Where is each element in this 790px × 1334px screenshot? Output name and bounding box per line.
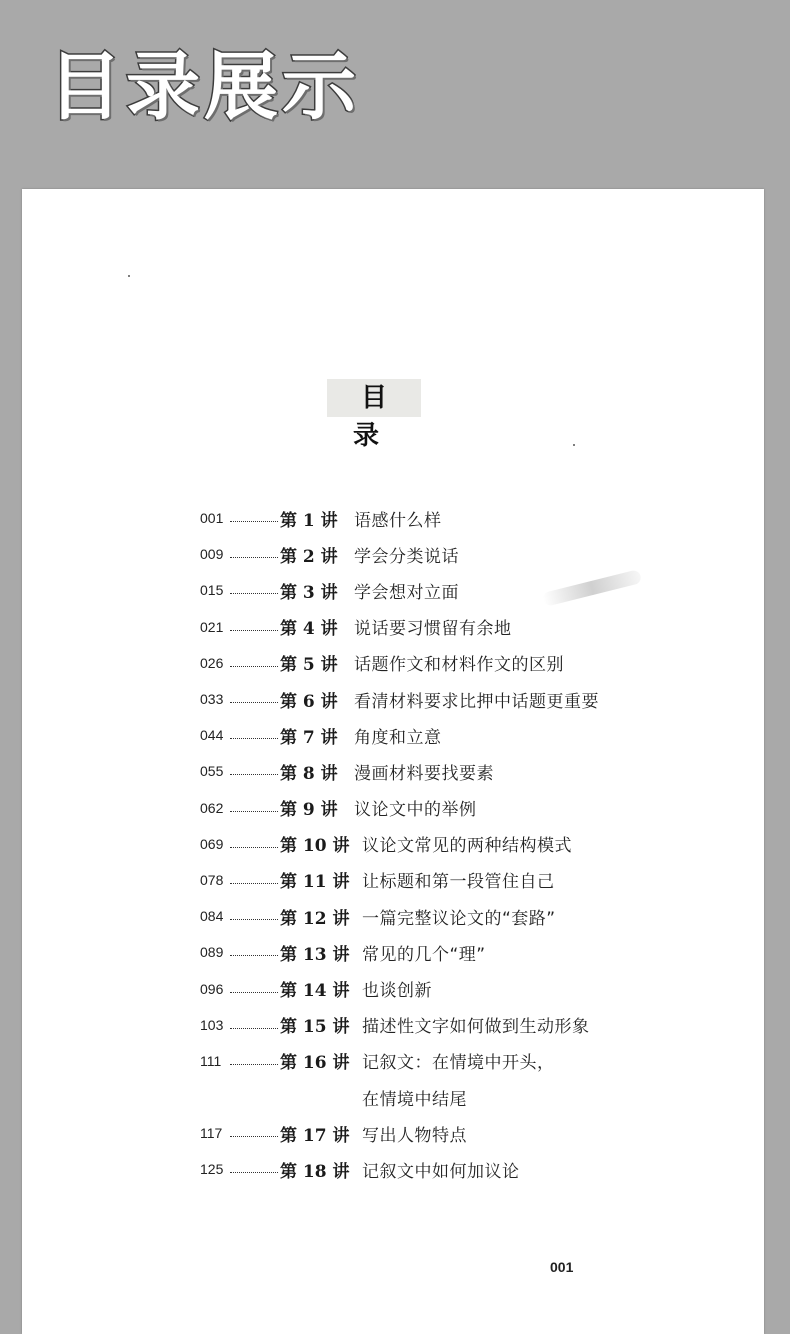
toc-page-number: 009	[200, 546, 224, 563]
toc-entry	[200, 500, 720, 536]
paper-speck	[128, 275, 130, 277]
toc-entry	[200, 790, 720, 826]
table-of-contents	[200, 500, 720, 1188]
toc-lecture-number: 第 17 讲	[280, 1125, 350, 1146]
toc-page-number: 078	[200, 871, 224, 888]
toc-page-number: 103	[200, 1016, 224, 1033]
page-title: 目 录	[327, 379, 421, 417]
toc-lecture-title: 话题作文和材料作文的区别	[354, 655, 564, 676]
toc-entry	[200, 1043, 720, 1079]
toc-lecture-title-continuation: 在情境中结尾	[362, 1089, 467, 1110]
dot-leader	[230, 1171, 278, 1173]
toc-lecture-title: 一篇完整议论文的“套路”	[362, 908, 556, 929]
toc-lecture-title: 记叙文中如何加议论	[362, 1161, 520, 1182]
dot-leader	[230, 1135, 278, 1137]
toc-lecture-number: 第 14 讲	[280, 981, 350, 1002]
toc-lecture-number: 第 16 讲	[280, 1053, 350, 1074]
toc-lecture-title: 常见的几个“理”	[362, 944, 486, 965]
toc-page-number: 015	[200, 582, 224, 599]
toc-entry	[200, 826, 720, 862]
toc-page-number: 117	[200, 1125, 223, 1142]
dot-leader	[230, 1027, 278, 1029]
toc-page-number: 125	[200, 1161, 224, 1178]
dot-leader	[230, 773, 278, 775]
toc-lecture-number: 第 7 讲	[280, 727, 338, 748]
toc-lecture-title: 让标题和第一段管住自己	[362, 872, 555, 893]
toc-lecture-number: 第 4 讲	[280, 619, 338, 640]
toc-entry	[200, 536, 720, 572]
toc-lecture-title: 语感什么样	[354, 510, 442, 531]
dot-leader	[230, 556, 278, 558]
toc-entry	[200, 934, 720, 970]
toc-page-number: 021	[200, 618, 224, 635]
toc-lecture-number: 第 3 讲	[280, 582, 338, 603]
toc-lecture-number: 第 18 讲	[280, 1161, 350, 1182]
toc-page-number: 084	[200, 908, 224, 925]
dot-leader	[230, 701, 278, 703]
toc-lecture-number: 第 12 讲	[280, 908, 350, 929]
toc-entry	[200, 753, 720, 789]
toc-lecture-title: 也谈创新	[362, 981, 432, 1002]
dot-leader	[230, 520, 278, 522]
dot-leader	[230, 882, 278, 884]
toc-entry	[200, 1007, 720, 1043]
dot-leader	[230, 846, 278, 848]
toc-page-number: 111	[200, 1052, 222, 1069]
toc-lecture-number: 第 11 讲	[280, 872, 350, 893]
toc-lecture-title: 议论文常见的两种结构模式	[362, 836, 572, 857]
page-number: 001	[550, 1259, 574, 1275]
toc-lecture-title: 写出人物特点	[362, 1125, 467, 1146]
toc-page-number: 089	[200, 944, 224, 961]
banner-title: 目录展示	[48, 44, 360, 130]
dot-leader	[230, 810, 278, 812]
dot-leader	[230, 629, 278, 631]
toc-lecture-title: 说话要习惯留有余地	[354, 619, 512, 640]
toc-lecture-number: 第 6 讲	[280, 691, 338, 712]
toc-entry	[200, 1151, 720, 1187]
paper-speck	[573, 444, 575, 446]
toc-page-number: 001	[200, 510, 224, 527]
toc-page-number: 026	[200, 654, 224, 671]
toc-lecture-title: 漫画材料要找要素	[354, 763, 494, 784]
dot-leader	[230, 592, 278, 594]
toc-page-number: 044	[200, 727, 224, 744]
toc-lecture-title: 记叙文：在情境中开头，	[362, 1053, 555, 1074]
toc-lecture-number: 第 5 讲	[280, 655, 338, 676]
toc-lecture-title: 角度和立意	[354, 727, 442, 748]
dot-leader	[230, 1063, 278, 1065]
toc-lecture-number: 第 1 讲	[280, 510, 338, 531]
dot-leader	[230, 991, 278, 993]
toc-entry	[200, 572, 720, 608]
toc-page-number: 096	[200, 980, 224, 997]
dot-leader	[230, 918, 278, 920]
toc-page-number: 033	[200, 691, 224, 708]
dot-leader	[230, 737, 278, 739]
toc-lecture-title: 描述性文字如何做到生动形象	[362, 1017, 590, 1038]
toc-lecture-title: 学会想对立面	[354, 582, 459, 603]
toc-entry	[200, 898, 720, 934]
dot-leader	[230, 665, 278, 667]
book-page	[22, 189, 764, 1334]
toc-page-number: 055	[200, 763, 224, 780]
toc-entry	[200, 645, 720, 681]
toc-lecture-title: 看清材料要求比押中话题更重要	[354, 691, 599, 712]
toc-page-number: 069	[200, 835, 224, 852]
toc-entry-continuation	[200, 1079, 720, 1115]
toc-lecture-number: 第 8 讲	[280, 763, 338, 784]
toc-entry	[200, 970, 720, 1006]
toc-page-number: 062	[200, 799, 224, 816]
toc-entry	[200, 1115, 720, 1151]
toc-lecture-number: 第 13 讲	[280, 944, 350, 965]
toc-lecture-number: 第 9 讲	[280, 800, 338, 821]
toc-lecture-title: 议论文中的举例	[354, 800, 477, 821]
toc-entry	[200, 717, 720, 753]
toc-entry	[200, 609, 720, 645]
toc-lecture-number: 第 2 讲	[280, 546, 338, 567]
toc-lecture-number: 第 15 讲	[280, 1017, 350, 1038]
dot-leader	[230, 954, 278, 956]
toc-entry	[200, 862, 720, 898]
toc-lecture-title: 学会分类说话	[354, 546, 459, 567]
toc-lecture-number: 第 10 讲	[280, 836, 350, 857]
toc-entry	[200, 681, 720, 717]
